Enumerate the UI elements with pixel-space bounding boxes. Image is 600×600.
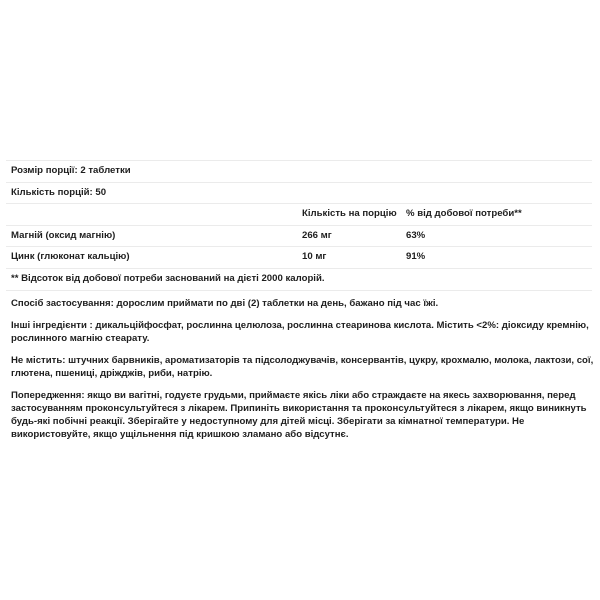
- warning-paragraph: Попередження: якщо ви вагітні, годуєте грудьми, приймаєте якісь ліки або страждаєте на якесь захворювання, перед застосуванням проконсультуйтеся з лікарем. Припиніть використання та проконсультуйтеся з лікарем, якщо виникнуть будь-які побічні реакції. Зберігайте у недоступному для дітей місці. Зберігати за кімнатної температури. Не використовуйте, якщо ущільнення під кришкою зламано або відсутнє.: [11, 389, 587, 441]
- header-daily-value: % від добової потреби**: [406, 208, 522, 220]
- usage-paragraph: Спосіб застосування: дорослим приймати по дві (2) таблетки на день, бажано під час їжі.: [11, 298, 439, 309]
- table-header-row: [6, 204, 592, 226]
- product-description: [11, 297, 595, 450]
- nutrient-daily-value: 63%: [406, 229, 426, 241]
- nutrient-amount: 266 мг: [302, 229, 332, 241]
- supplement-facts-table: [6, 160, 592, 291]
- footnote-row: [6, 269, 592, 291]
- serving-size-text: Розмір порції: 2 таблетки: [11, 165, 131, 176]
- nutrient-daily-value: 91%: [406, 251, 426, 263]
- servings-count-row: [6, 183, 592, 205]
- nutrient-name: Цинк (глюконат кальцію): [11, 251, 130, 263]
- header-amount-per-serving: Кількість на порцію: [302, 208, 397, 220]
- nutrient-amount: 10 мг: [302, 251, 327, 263]
- table-row: [6, 247, 592, 269]
- serving-size-row: [6, 161, 592, 183]
- does-not-contain-paragraph: Не містить: штучних барвників, ароматизаторів та підсолоджувачів, консервантів, цукру, крохмалю, молока, лактози, сої, глютена, пшениці, дріжджів, риби, натрію.: [11, 354, 594, 379]
- table-row: [6, 226, 592, 248]
- nutrient-name: Магній (оксид магнію): [11, 229, 116, 241]
- daily-value-footnote: ** Відсоток від добової потреби заснований на дієті 2000 калорій.: [11, 272, 325, 284]
- servings-count-text: Кількість порцій: 50: [11, 186, 107, 198]
- other-ingredients-paragraph: Інші інгредієнти : дикальційфосфат, рослинна целюлоза, рослинна стеаринова кислота. Містить <2%: діоксиду кремнію, рослинного магнію стеарату.: [11, 319, 589, 344]
